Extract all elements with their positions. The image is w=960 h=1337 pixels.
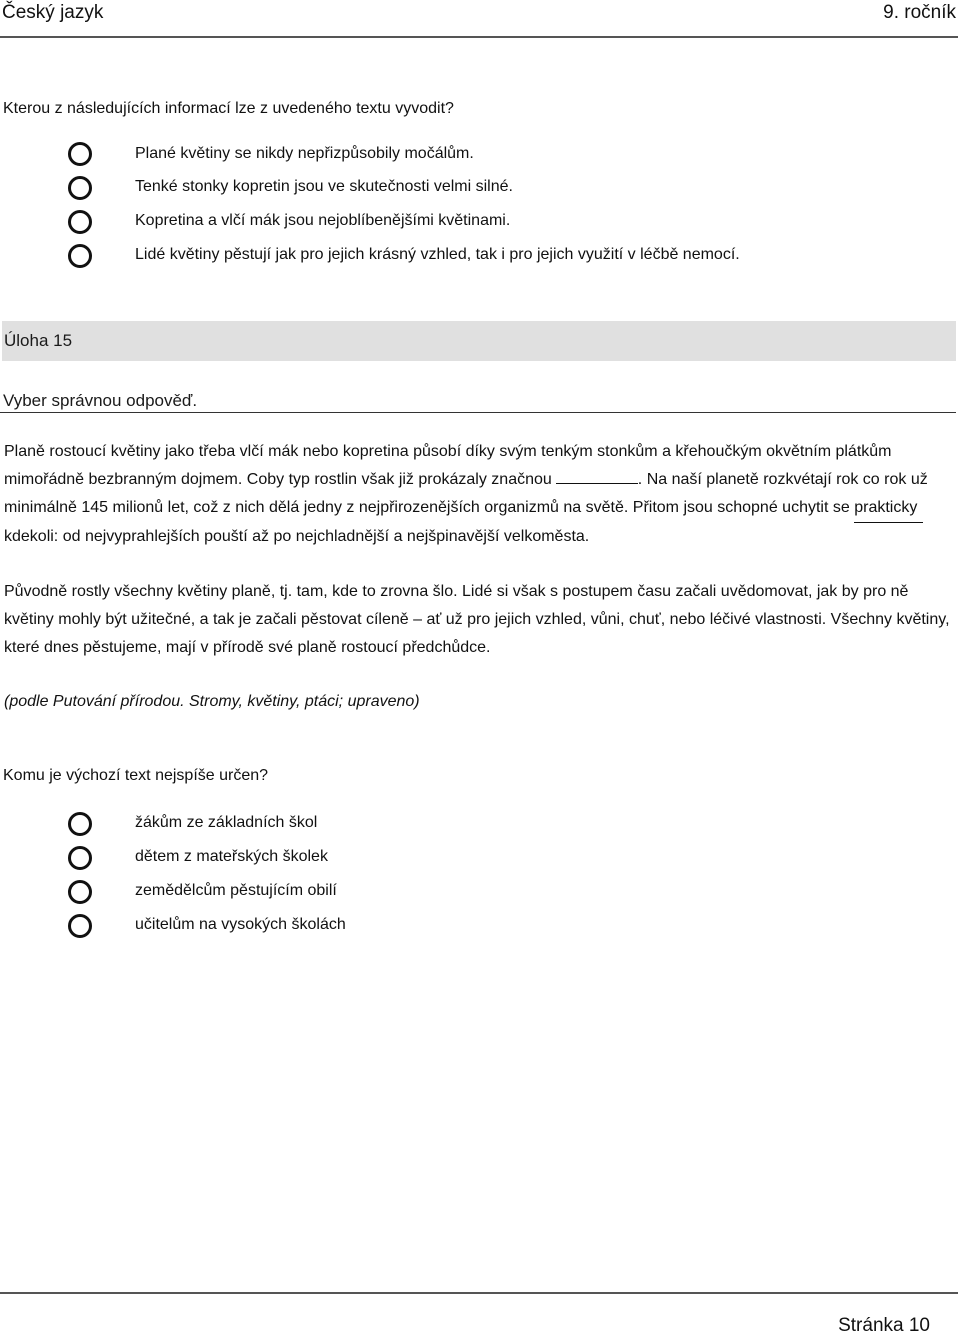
subject-title: Český jazyk xyxy=(2,2,104,23)
prev-option-2-label: Tenké stonky kopretin jsou ve skutečnosti velmi silné. xyxy=(135,178,513,195)
page-number: Stránka 10 xyxy=(838,1315,930,1336)
paragraph-1-part-a: Planě rostoucí květiny jako třeba vlčí mák nebo kopretina působí díky svým tenkým stonkům a křehoučkým okvětním plátkům mimořádně bezbranným dojmem. Coby typ rostlin však již prokázaly značnou xyxy=(4,443,892,488)
radio-option-1[interactable] xyxy=(68,812,92,836)
filled-word: prakticky xyxy=(854,494,923,523)
radio-prev-option-1[interactable] xyxy=(68,142,92,166)
radio-prev-option-2[interactable] xyxy=(68,176,92,200)
blank-line xyxy=(556,467,638,484)
question-prompt: Komu je výchozí text nejspíše určen? xyxy=(3,767,269,784)
radio-prev-option-3[interactable] xyxy=(68,210,92,234)
instruction-divider xyxy=(0,412,956,413)
prev-option-4-label: Lidé květiny pěstují jak pro jejich krásný vzhled, tak i pro jejich využití v léčbě nemocí. xyxy=(135,246,740,263)
prev-option-3-label: Kopretina a vlčí mák jsou nejoblíbenějšími květinami. xyxy=(135,212,511,229)
option-1-label: žákům ze základních škol xyxy=(135,814,318,831)
source-citation: (podle Putování přírodou. Stromy, květiny, ptáci; upraveno) xyxy=(4,693,420,710)
task-title: Úloha 15 xyxy=(4,331,73,350)
grade-label: 9. ročník xyxy=(883,2,956,23)
radio-option-2[interactable] xyxy=(68,846,92,870)
radio-prev-option-4[interactable] xyxy=(68,244,92,268)
option-2-label: dětem z mateřských školek xyxy=(135,848,328,865)
option-3-label: zemědělcům pěstujícím obilí xyxy=(135,882,337,899)
question-prev-prompt: Kterou z následujících informací lze z uvedeného textu vyvodit? xyxy=(3,100,454,117)
radio-option-3[interactable] xyxy=(68,880,92,904)
footer-divider xyxy=(0,1292,958,1294)
option-4-label: učitelům na vysokých školách xyxy=(135,916,346,933)
task-header-bar xyxy=(2,321,956,361)
header-divider xyxy=(0,36,958,38)
paragraph-1-part-c: kdekoli: od nejvyprahlejších pouští až po nejchladnější a nejšpinavější velkoměsta. xyxy=(4,528,590,545)
prev-option-1-label: Plané květiny se nikdy nepřizpůsobily močálům. xyxy=(135,145,474,162)
text-paragraph-2: Původně rostly všechny květiny planě, tj. tam, kde to zrovna šlo. Lidé si však s postupem času začali uvědomovat, jak by pro ně květiny mohly být užitečné, a tak je začali pěstovat cíleně – ať už pro jejich vzhled, vůni, chuť, nebo léčivé vlastnosti. Všechny květiny, které dnes pěstujeme, mají v přírodě své planě rostoucí předchůdce. xyxy=(4,583,950,656)
task-instruction: Vyber správnou odpověď. xyxy=(3,391,198,410)
text-paragraph-1 xyxy=(4,438,959,551)
radio-option-4[interactable] xyxy=(68,914,92,938)
paragraph-1-part-b: . Na naší planetě rozkvétají rok co rok už minimálně 145 milionů let, což z nich dělá jedny z nejpřirozenějších organizmů na světě. Přitom jsou schopné uchytit se xyxy=(4,471,928,516)
